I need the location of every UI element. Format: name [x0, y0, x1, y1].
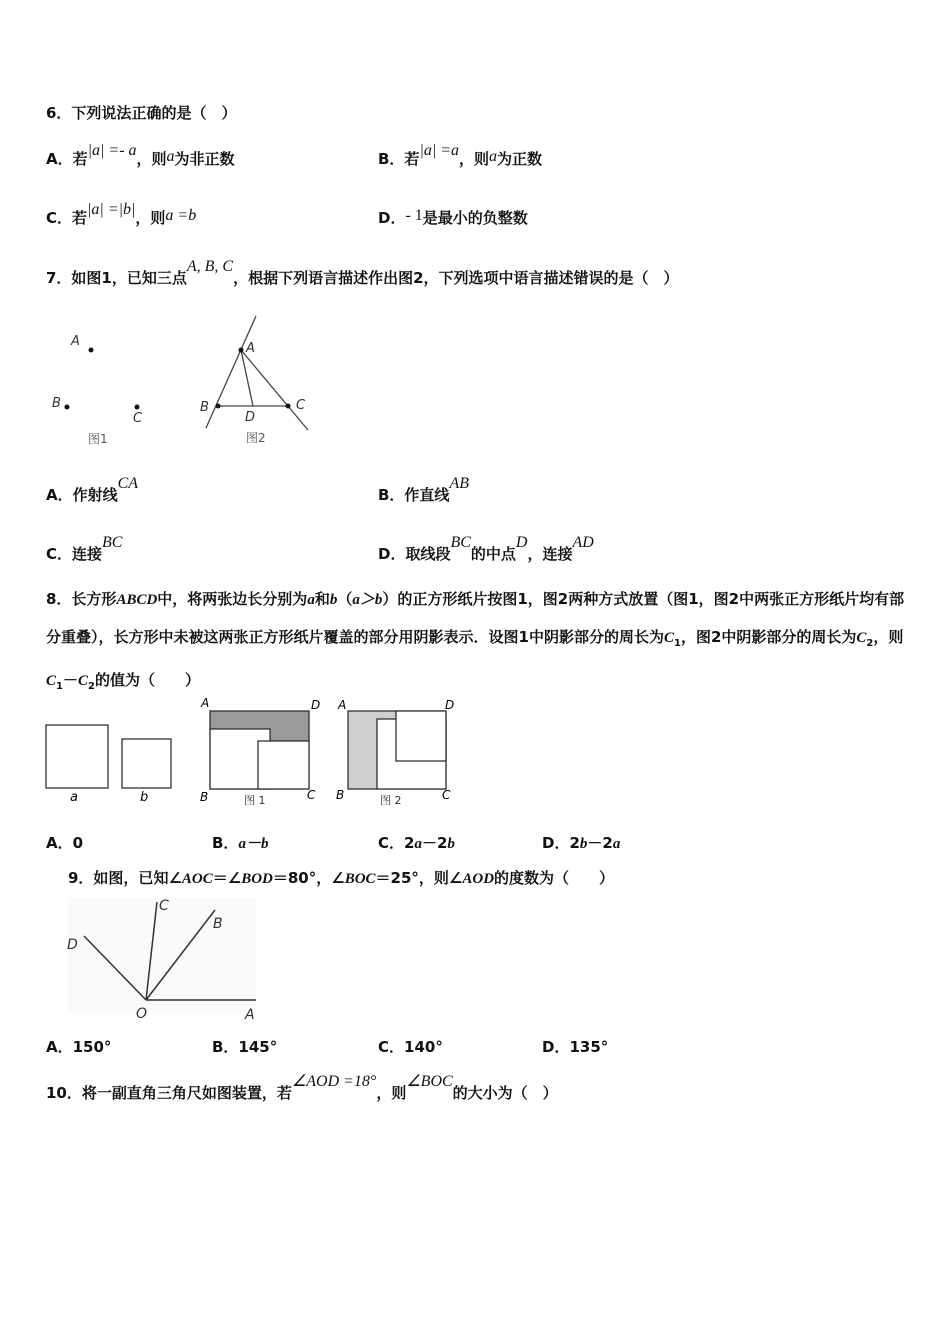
q8-option-b[interactable]: B．a－b	[212, 834, 269, 852]
q8-figure-1	[200, 696, 320, 807]
fig1-label-d: D	[311, 698, 321, 712]
square-b	[122, 739, 171, 788]
fig1-caption: 图1	[88, 432, 108, 446]
square-b-label: b	[140, 790, 149, 805]
q8-figure-2	[336, 698, 454, 807]
q9-option-c[interactable]: C．140°	[378, 1038, 443, 1056]
fig2-caption: 图2	[246, 431, 266, 445]
label-a: A	[245, 1007, 255, 1022]
fig1-point-b	[65, 405, 70, 410]
q6-option-c[interactable]: C．若|a| =|b|，则a =b	[46, 201, 197, 227]
fig2-caption: 图 2	[380, 794, 402, 807]
fig1-point-c	[135, 405, 140, 410]
fig2-point-c	[286, 404, 291, 409]
fig2-label-d: D	[445, 698, 455, 712]
fig1-label-c: C	[133, 411, 143, 426]
q9-option-d[interactable]: D．135°	[542, 1038, 609, 1056]
fig1-label-a: A	[71, 334, 80, 349]
fig2-segment-ad	[241, 350, 253, 406]
square-a-label: a	[70, 790, 78, 805]
fig2-point-b	[216, 404, 221, 409]
label-b: B	[213, 916, 223, 932]
q7-stem: 7．如图1，已知三点A, B, C，根据下列语言描述作出图2，下列选项中语言描述错误的是（ ）	[46, 258, 679, 287]
q6-b-math: |a| =a	[419, 142, 460, 159]
q8-option-a[interactable]: A．0	[46, 834, 84, 852]
fig1-label-b: B	[52, 396, 61, 411]
q7-figure-2	[200, 316, 308, 445]
q9-option-b[interactable]: B．145°	[212, 1038, 278, 1056]
q8-stem: 8．长方形ABCD中，将两张边长分别为a和b（a＞b）的正方形纸片按图1，图2两种方式放置（图1，图2中两张正方形纸片均有部分重叠），长方形中未被这两张正方形纸片覆盖的部分用阴影表示．设图1中阴影部分的周长为$C_1$，图2中阴影部分的周长为$C_2$，则$C_1-C_2$的值为（ ）	[46, 590, 905, 692]
fig2-label-c: C	[296, 398, 306, 413]
q6-stem: 6．下列说法正确的是（ ）	[46, 104, 237, 122]
fig2-point-a	[239, 348, 244, 353]
square-a	[46, 725, 108, 788]
fig1-caption: 图 1	[244, 794, 266, 807]
fig2-square-b	[396, 711, 446, 761]
q9-angle-figure	[60, 892, 265, 1022]
q7-option-a[interactable]: A．作射线CA	[46, 475, 139, 504]
label-d: D	[67, 937, 78, 953]
fig2-label-a: A	[338, 698, 347, 712]
label-o: O	[136, 1006, 148, 1022]
fig2-label-b: B	[200, 400, 209, 415]
q8-figures	[40, 693, 470, 811]
fig1-square-b	[258, 741, 309, 789]
fig1-point-a	[89, 348, 94, 353]
q7-option-b[interactable]: B．作直线AB	[378, 475, 469, 504]
fig1-label-b: B	[200, 790, 209, 804]
q9-option-a[interactable]: A．150°	[46, 1038, 112, 1056]
q6-option-a[interactable]: A．若|a| =- a，则a为非正数	[46, 142, 235, 168]
fig2-label-c: C	[442, 788, 451, 802]
q9-stem: 9．如图，已知∠AOC＝∠BOD＝80°，∠BOC＝25°，则∠AOD的度数为（ ）	[68, 869, 615, 887]
q7-figures	[40, 310, 340, 450]
q6-c-math: |a| =|b|	[87, 201, 136, 218]
fig2-label-d: D	[245, 410, 256, 425]
fig1-label-c: C	[307, 788, 316, 802]
q7-option-d[interactable]: D．取线段BC的中点D，连接AD	[378, 534, 594, 563]
fig2-label-b: B	[336, 788, 345, 802]
q6-option-d[interactable]: D．- 1是最小的负整数	[378, 207, 528, 227]
label-c: C	[159, 898, 169, 914]
q7-option-c[interactable]: C．连接BC	[46, 534, 123, 563]
q8-option-c[interactable]: C．2a－2b	[378, 834, 455, 852]
fig1-label-a: A	[201, 696, 210, 710]
q8-option-d[interactable]: D．2b－2a	[542, 834, 621, 852]
q10-stem: 10．将一副直角三角尺如图装置，若∠AOD =18°，则∠BOC的大小为（ ）	[46, 1073, 558, 1102]
figure-background	[68, 898, 256, 1012]
q6-option-b[interactable]: B．若|a| =a，则a为正数	[378, 142, 543, 168]
fig2-label-a: A	[246, 341, 255, 356]
q6-a-math: |a| =- a	[87, 142, 137, 159]
q7-figure-1	[52, 334, 143, 446]
